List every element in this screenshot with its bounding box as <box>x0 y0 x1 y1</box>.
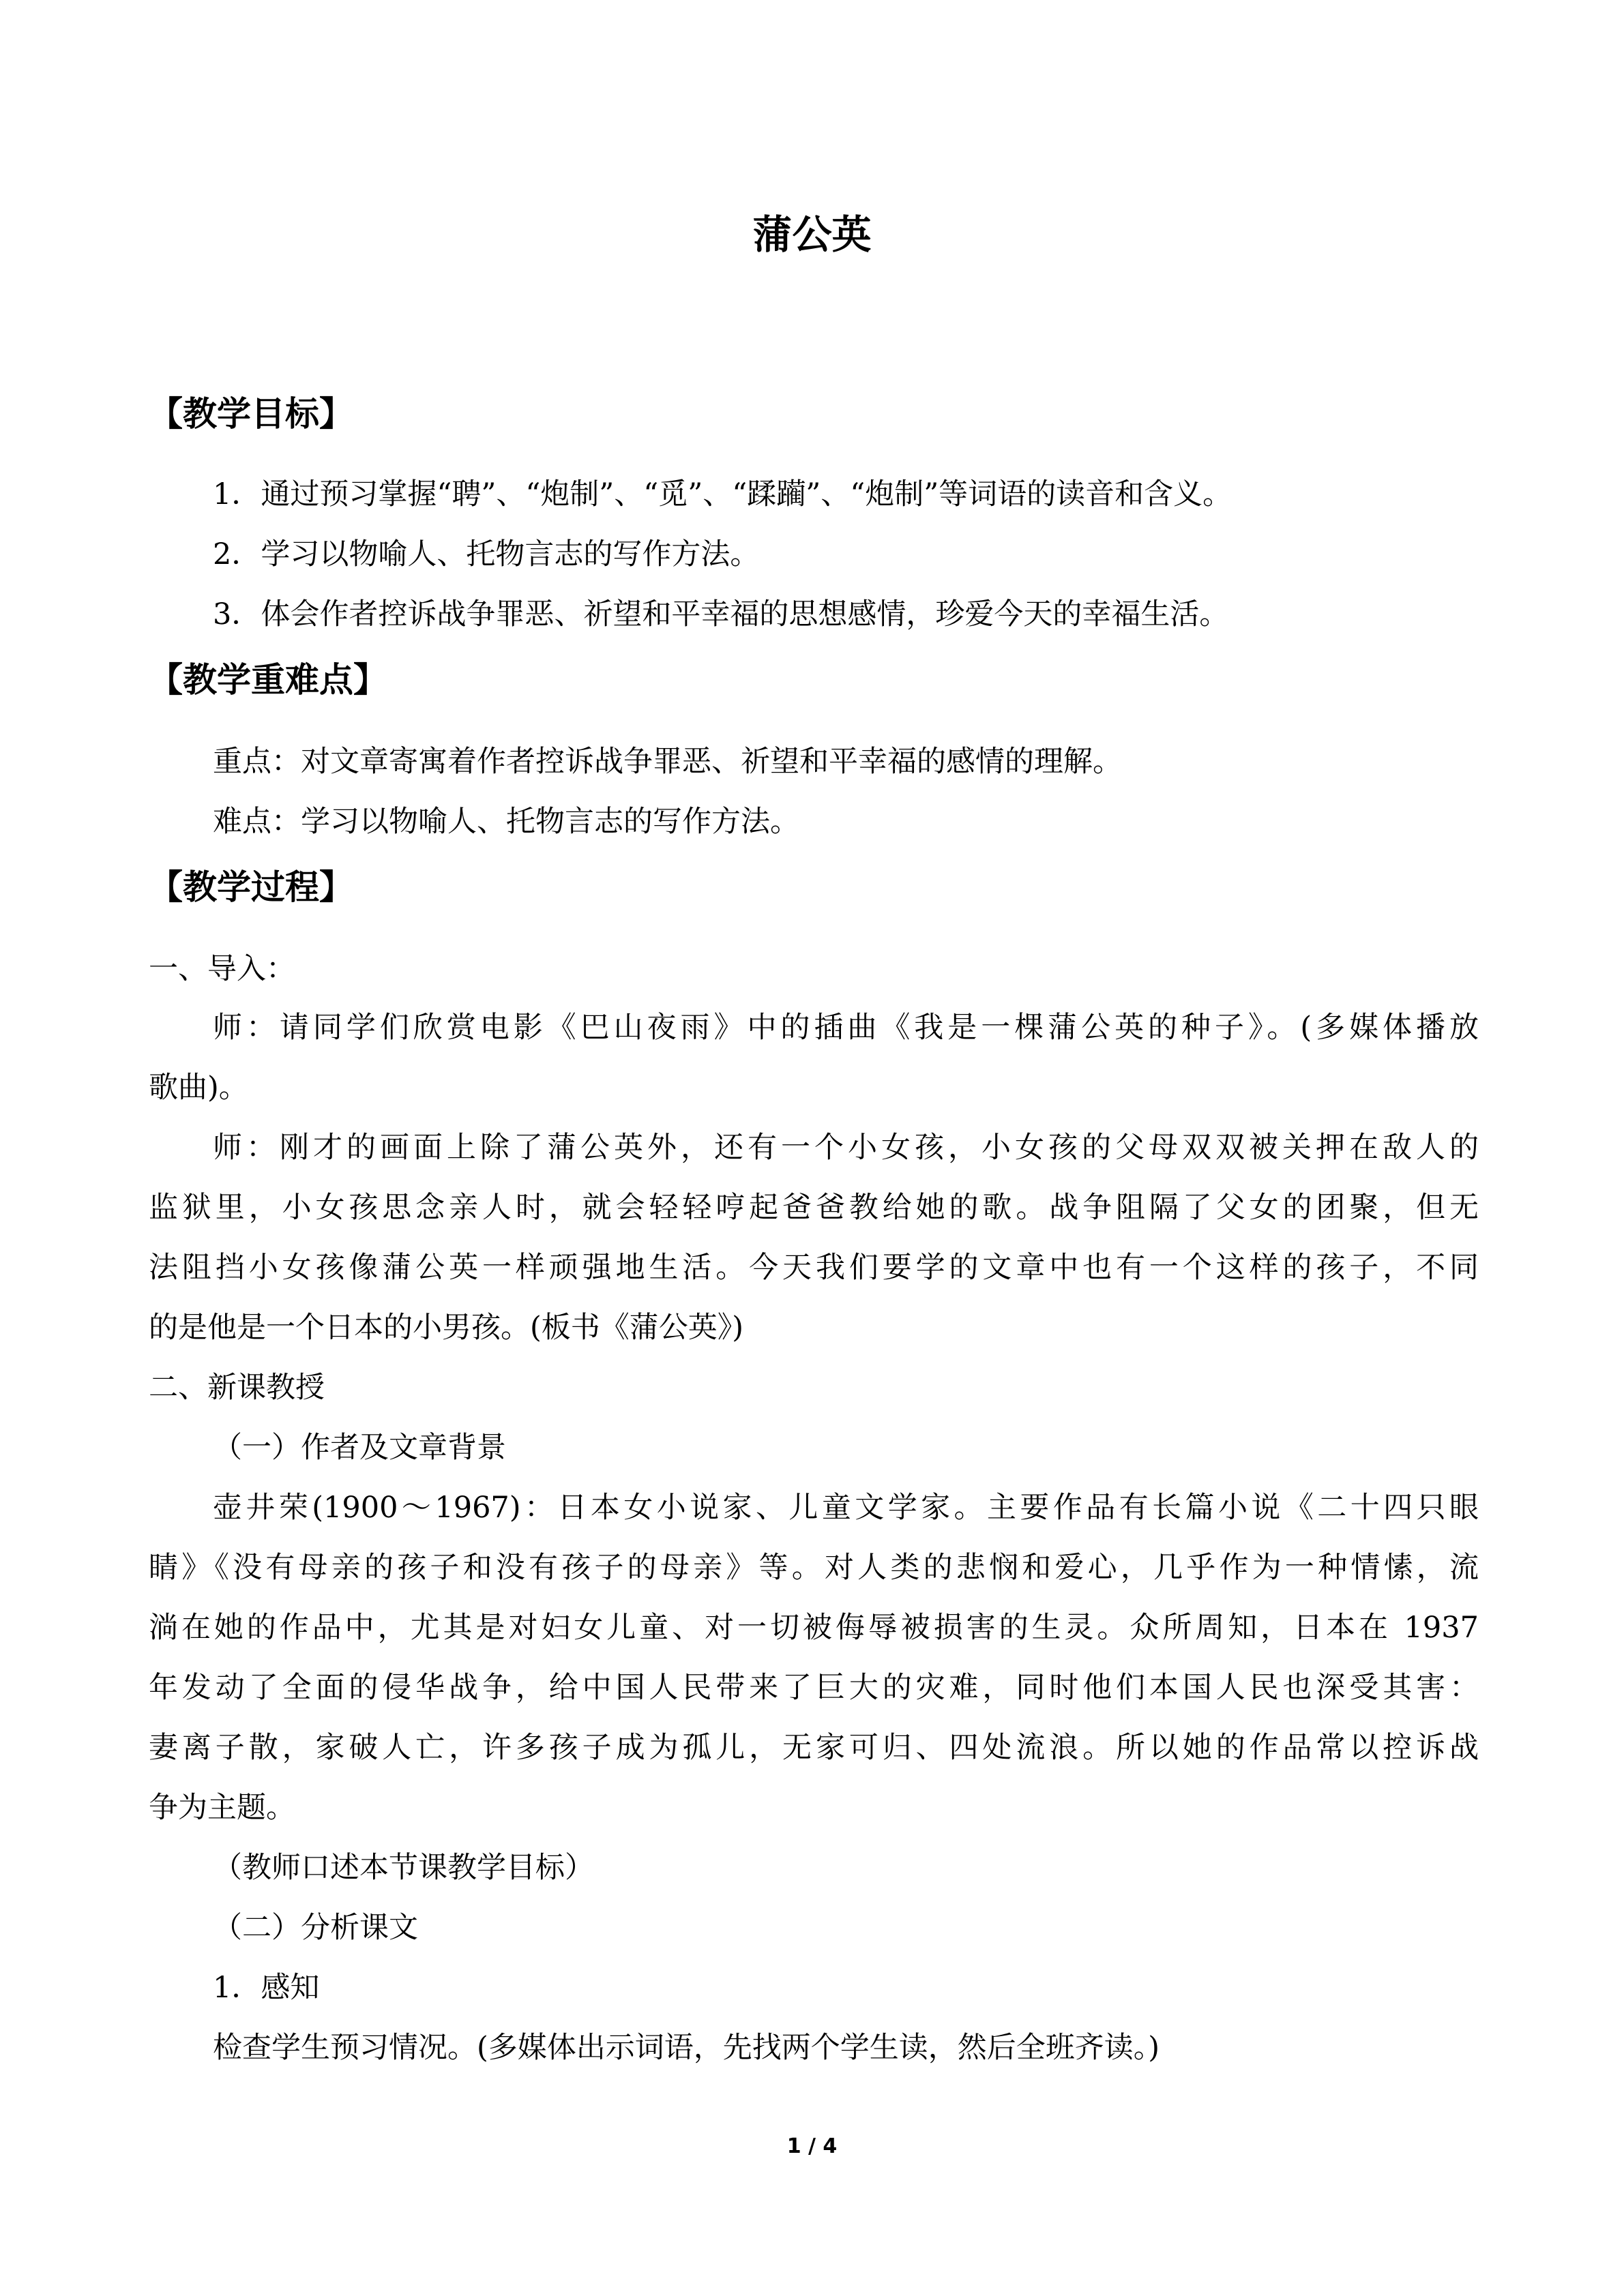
intro-paragraph-2-line: 监狱里，小女孩思念亲人时，就会轻轻哼起爸爸教给她的歌。战争阻隔了父女的团聚，但无 <box>149 1191 1479 1225</box>
intro-paragraph-2-line: 法阻挡小女孩像蒲公英一样顽强地生活。今天我们要学的文章中也有一个这样的孩子，不同 <box>149 1251 1479 1285</box>
author-paragraph-line: 争为主题。 <box>149 1791 295 1825</box>
intro-paragraph-2-line: 师：刚才的画面上除了蒲公英外，还有一个小女孩，小女孩的父母双双被关押在敌人的 <box>213 1131 1479 1165</box>
intro-paragraph-2-line: 的是他是一个日本的小男孩。(板书《蒲公英》) <box>149 1311 744 1345</box>
intro-paragraph-1-line: 歌曲)。 <box>149 1071 248 1105</box>
perception-title: 1．感知 <box>213 1971 320 2005</box>
author-background-title: （一）作者及文章背景 <box>213 1431 506 1465</box>
teacher-note: （教师口述本节课教学目标） <box>213 1851 594 1885</box>
key-points-heading: 【教学重难点】 <box>149 660 387 700</box>
objective-item: 1．通过预习掌握“聘”、“炮制”、“觅”、“蹂躏”、“炮制”等词语的读音和含义。 <box>213 477 1232 511</box>
objectives-heading: 【教学目标】 <box>149 394 353 434</box>
author-paragraph-line: 妻离子散，家破人亡，许多孩子成为孤儿，无家可归、四处流浪。所以她的作品常以控诉战 <box>149 1731 1479 1765</box>
intro-title: 一、导入： <box>149 952 295 986</box>
objective-item: 3．体会作者控诉战争罪恶、祈望和平幸福的思想感情，珍爱今天的幸福生活。 <box>213 597 1229 631</box>
author-paragraph-line: 壶井荣(1900～1967)：日本女小说家、儿童文学家。主要作品有长篇小说《二十四只眼 <box>213 1491 1479 1525</box>
perception-text: 检查学生预习情况。(多媒体出示词语，先找两个学生读，然后全班齐读。) <box>213 2031 1160 2065</box>
author-paragraph-line: 睛》《没有母亲的孩子和没有孩子的母亲》等。对人类的悲悯和爱心，几乎作为一种情愫，流 <box>149 1551 1479 1585</box>
process-heading: 【教学过程】 <box>149 867 353 907</box>
objective-item: 2．学习以物喻人、托物言志的写作方法。 <box>213 537 760 571</box>
analysis-title: （二）分析课文 <box>213 1911 418 1945</box>
focus-text: 重点：对文章寄寓着作者控诉战争罪恶、祈望和平幸福的感情的理解。 <box>213 745 1122 779</box>
page-title: 蒲公英 <box>752 211 872 258</box>
page-number: 1 / 4 <box>786 2134 838 2158</box>
author-paragraph-line: 淌在她的作品中，尤其是对妇女儿童、对一切被侮辱被损害的生灵。众所周知，日本在 1937 <box>149 1611 1479 1645</box>
new-lesson-title: 二、新课教授 <box>149 1371 325 1405</box>
author-paragraph-line: 年发动了全面的侵华战争，给中国人民带来了巨大的灾难，同时他们本国人民也深受其害： <box>149 1671 1479 1705</box>
difficulty-text: 难点：学习以物喻人、托物言志的写作方法。 <box>213 805 799 839</box>
intro-paragraph-1-line: 师：请同学们欣赏电影《巴山夜雨》中的插曲《我是一棵蒲公英的种子》。(多媒体播放 <box>213 1011 1479 1045</box>
